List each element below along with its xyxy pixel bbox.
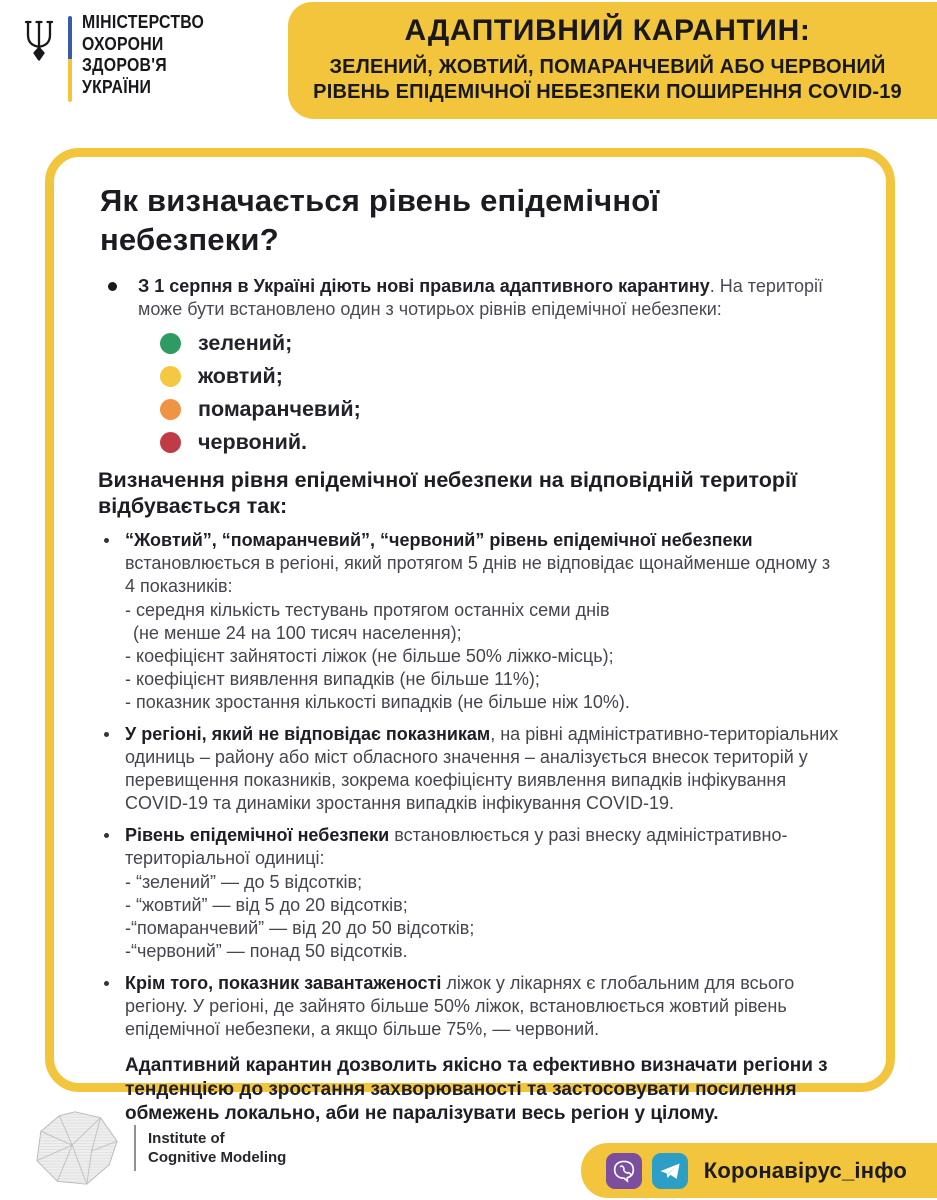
bullet-lead: Крім того, показник завантаженості (125, 973, 442, 993)
banner-subtitle-line2: РІВЕНЬ ЕПІДЕМІЧНОЇ НЕБЕЗПЕКИ ПОШИРЕННЯ COVID-19 (313, 81, 902, 103)
card-heading: Як визначається рівень епідемічної небезпеки? (100, 183, 660, 257)
ministry-logo (22, 12, 221, 102)
intro-text (138, 275, 842, 321)
bullet-paragraph (125, 529, 841, 598)
ministry-line: ЗДОРОВ'Я (82, 55, 167, 75)
level-item-yellow (160, 364, 842, 389)
closing-paragraph: Адаптивний карантин дозволить якісно та ефективно визначати регіони з тенденцією до зростання захворюваності та застосовувати посилення обмежень локально, аби не паралізувати весь регіон у цілому. (125, 1055, 828, 1124)
institute-line: Institute of (148, 1130, 225, 1147)
social-channel-name[interactable]: Коронавірус_інфо (703, 1157, 907, 1183)
viber-icon[interactable] (606, 1153, 642, 1189)
crumpled-paper-logo (28, 1104, 126, 1192)
bullet-rest: встановлюється у разі внеску адміністративно-територіальної одиниці: (125, 825, 788, 868)
bullet-paragraph (125, 723, 841, 815)
sub-item: - “зелений” — до 5 відсотків; (125, 872, 363, 892)
bullet-text (125, 723, 841, 815)
ministry-line: МІНІСТЕРСТВО (82, 12, 205, 32)
bullet-dot-icon (108, 282, 117, 291)
yellow-dot-icon (160, 366, 181, 387)
social-badge[interactable] (581, 1143, 937, 1198)
trident-icon (22, 18, 56, 62)
title-banner (288, 2, 937, 119)
institute-line: Cognitive Modeling (148, 1149, 287, 1166)
intro-bold: З 1 серпня в Україні діють нові правила адаптивного карантину (138, 276, 710, 296)
banner-subtitle-line1: ЗЕЛЕНИЙ, ЖОВТИЙ, ПОМАРАНЧЕВИЙ АБО ЧЕРВОНИЙ (329, 56, 886, 78)
intro-rest: . На території може бути встановлено один з чотирьох рівнів епідемічної небезпеки: (138, 276, 823, 319)
level-label: помаранчевий; (198, 397, 361, 421)
telegram-icon[interactable] (652, 1153, 688, 1189)
level-label: зелений; (198, 331, 293, 355)
bullet-marker-icon (104, 538, 109, 543)
section-subheading: Визначення рівня епідемічної небезпеки на відповідній території відбувається так: (98, 468, 798, 518)
bullet-marker-icon (104, 833, 109, 838)
bullet-marker-icon (104, 732, 109, 737)
orange-dot-icon (160, 399, 181, 420)
level-label: жовтий; (198, 364, 283, 388)
sub-item: -“помаранчевий” — від 20 до 50 відсотків; (125, 918, 475, 938)
intro-bullet (108, 275, 842, 321)
bullet-rest: ліжок у лікарнях є глобальним для всього регіону. У регіоні, де зайнято більше 50% ліжок, встановлюється жовтий рівень епідемічної небезпеки, а якщо більше 75%, — червоний. (125, 973, 795, 1039)
ministry-line: УКРАЇНИ (82, 76, 152, 97)
sub-item: -“червоний” — понад 50 відсотків. (125, 941, 408, 961)
level-list (160, 331, 842, 455)
ministry-name (82, 12, 204, 98)
criteria-sublist (125, 599, 841, 714)
bullet-lead: Рівень епідемічної небезпеки (125, 825, 390, 845)
level-item-green (160, 331, 842, 356)
bullet-item-level-thresholds (104, 824, 842, 963)
content-card (45, 148, 895, 1124)
institute-name (148, 1129, 286, 1167)
threshold-sublist (125, 871, 841, 963)
bullet-rest: встановлюється в регіоні, який протягом 5 днів не відповідає щонайменше одному з 4 показників: (125, 553, 831, 596)
bullet-item-bed-occupancy (104, 972, 842, 1041)
sub-item: (не менше 24 на 100 тисяч населення); (133, 623, 462, 643)
bullet-item-region-analysis (104, 723, 842, 815)
bullet-text (125, 529, 841, 714)
bullet-paragraph (125, 972, 841, 1041)
sub-item: - “жовтий” — від 5 до 20 відсотків; (125, 895, 408, 915)
bullet-rest: , на рівні адміністративно-територіальних одиниць – району або міст обласного значення – аналізується внесок територій у перевищення показників, зокрема коефіцієнту виявлення випадків інфікування COVID-19 та динаміки зростання випадків інфікування COVID-19. (125, 724, 839, 813)
sub-item: - показник зростання кількості випадків (не більше ніж 10%). (125, 692, 630, 712)
sub-item: - середня кількість тестувань протягом останніх семи днів (125, 600, 610, 620)
bullet-paragraph (125, 824, 841, 870)
bullet-lead: У регіоні, який не відповідає показникам (125, 724, 491, 744)
level-item-orange (160, 397, 842, 422)
bullet-marker-icon (104, 981, 109, 986)
sub-item: - коефіцієнт виявлення випадків (не більше 11%); (125, 669, 540, 689)
sub-item: - коефіцієнт зайнятості ліжок (не більше 50% ліжко-місць); (125, 646, 614, 666)
bullet-text (125, 824, 841, 963)
bullet-item-criteria (104, 529, 842, 714)
flag-separator (68, 16, 72, 102)
ministry-line: ОХОРОНИ (82, 33, 164, 54)
bullet-text (125, 972, 841, 1041)
level-item-red (160, 430, 842, 455)
bullet-lead: “Жовтий”, “помаранчевий”, “червоний” рівень епідемічної небезпеки (125, 530, 753, 550)
separator-line (134, 1125, 136, 1171)
institute-logo-block (28, 1104, 286, 1192)
red-dot-icon (160, 432, 181, 453)
green-dot-icon (160, 333, 181, 354)
level-label: червоний. (198, 430, 308, 454)
banner-title: АДАПТИВНИЙ КАРАНТИН: (404, 14, 811, 47)
